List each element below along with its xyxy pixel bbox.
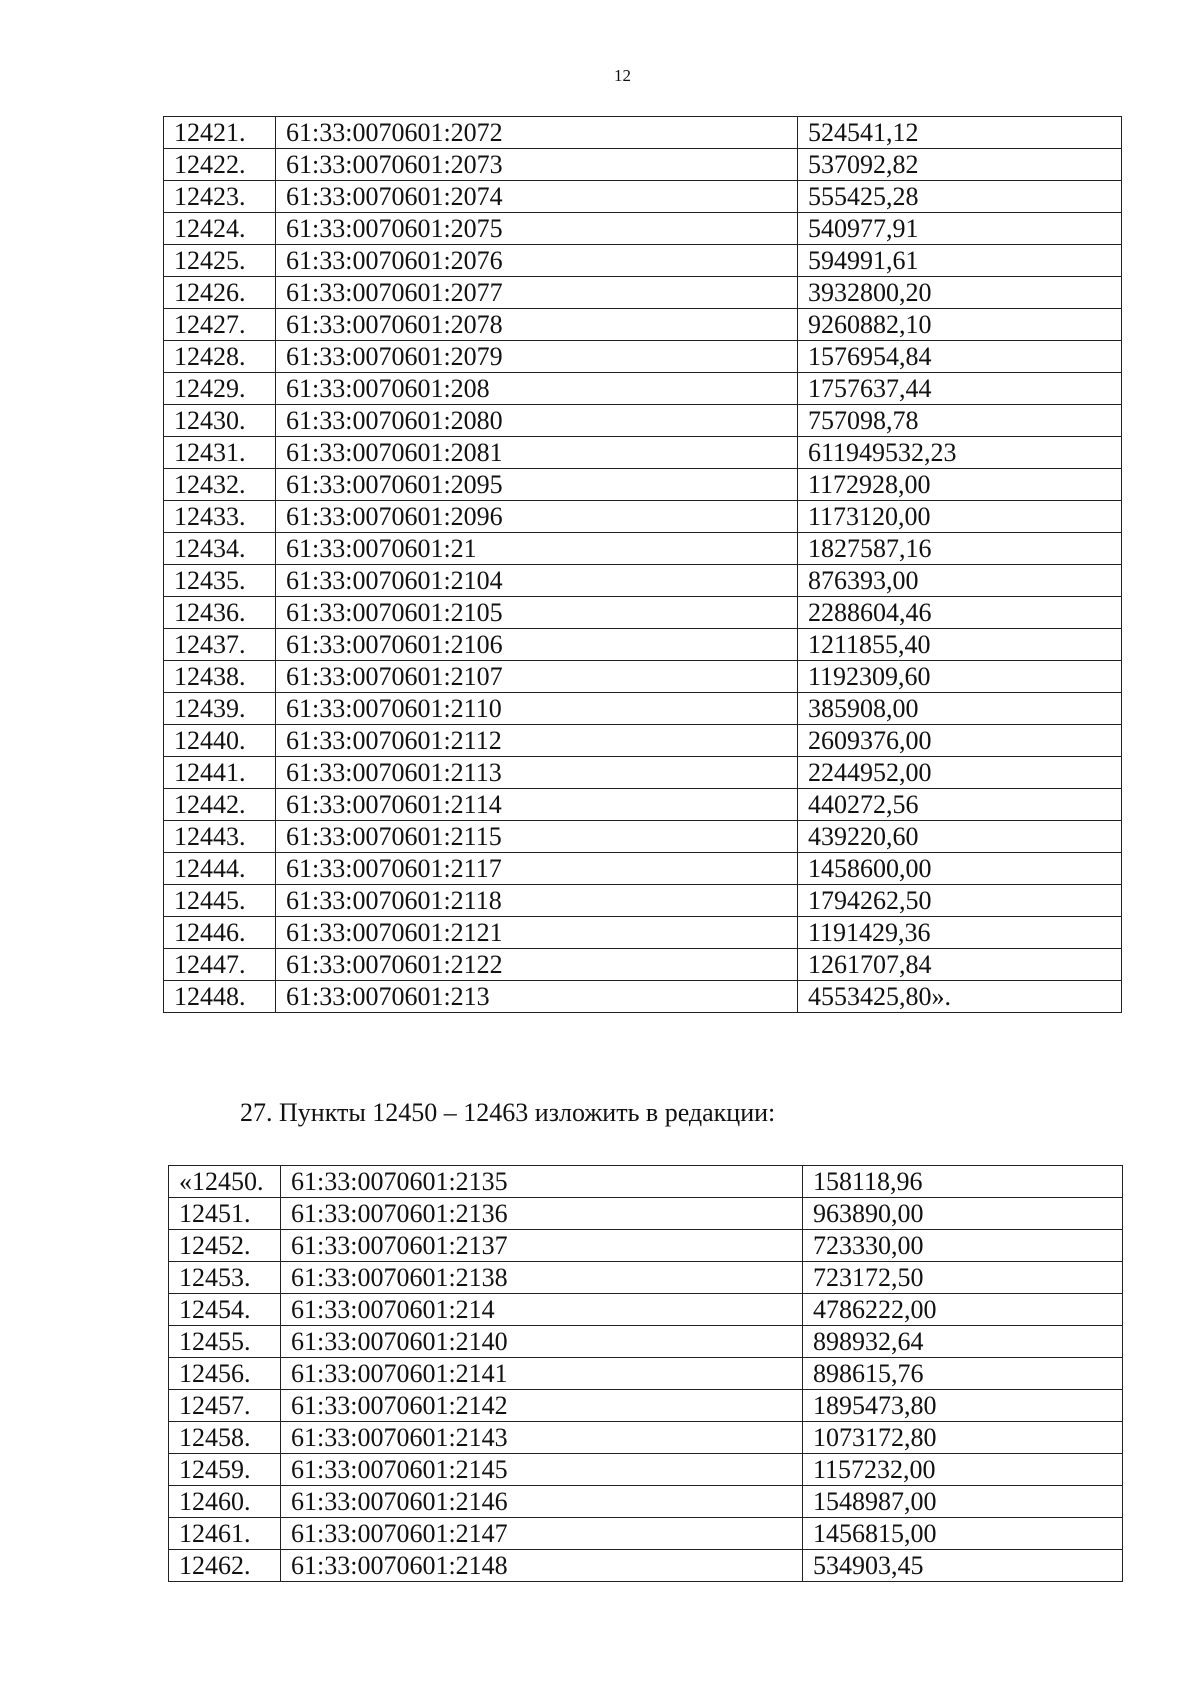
row-number: 12428. [164,341,276,373]
row-number: 12443. [164,821,276,853]
cadastral-number: 61:33:0070601:2148 [281,1550,803,1582]
cadastral-value: 723172,50 [803,1262,1123,1294]
cadastral-number: 61:33:0070601:2080 [276,405,798,437]
cadastral-value: 1191429,36 [798,917,1122,949]
cadastral-value: 963890,00 [803,1198,1123,1230]
row-number: 12454. [169,1294,281,1326]
row-number: 12459. [169,1454,281,1486]
cadastral-number: 61:33:0070601:213 [276,981,798,1013]
cadastral-number: 61:33:0070601:2137 [281,1230,803,1262]
table-row [169,1422,1123,1454]
cadastral-value: 1173120,00 [798,501,1122,533]
cadastral-number: 61:33:0070601:2105 [276,597,798,629]
cadastral-number: 61:33:0070601:2076 [276,245,798,277]
cadastral-value: 898615,76 [803,1358,1123,1390]
cadastral-value: 1458600,00 [798,853,1122,885]
cadastral-number: 61:33:0070601:2073 [276,149,798,181]
row-number: 12461. [169,1518,281,1550]
cadastral-number: 61:33:0070601:2096 [276,501,798,533]
cadastral-number: 61:33:0070601:2140 [281,1326,803,1358]
cadastral-number: 61:33:0070601:2107 [276,661,798,693]
cadastral-value: 2609376,00 [798,725,1122,757]
row-number: 12431. [164,437,276,469]
cadastral-number: 61:33:0070601:2095 [276,469,798,501]
table-row [164,757,1122,789]
row-number: 12462. [169,1550,281,1582]
cadastral-number: 61:33:0070601:2145 [281,1454,803,1486]
table-row [169,1358,1123,1390]
cadastral-value: 1211855,40 [798,629,1122,661]
cadastral-value: 1456815,00 [803,1518,1123,1550]
table-row [164,853,1122,885]
cadastral-value: 1895473,80 [803,1390,1123,1422]
cadastral-value: 898932,64 [803,1326,1123,1358]
cadastral-number: 61:33:0070601:2146 [281,1486,803,1518]
cadastral-number: 61:33:0070601:208 [276,373,798,405]
table-row [164,629,1122,661]
amendment-paragraph: 27. Пункты 12450 – 12463 изложить в редакции: [240,1098,776,1127]
table-row [164,245,1122,277]
table-row [164,181,1122,213]
table-row [164,917,1122,949]
cadastral-number: 61:33:0070601:2136 [281,1198,803,1230]
table-row [169,1230,1123,1262]
row-number: 12432. [164,469,276,501]
cadastral-number: 61:33:0070601:2141 [281,1358,803,1390]
cadastral-number: 61:33:0070601:2104 [276,565,798,597]
table-row [169,1454,1123,1486]
table-row [164,821,1122,853]
row-number: 12430. [164,405,276,437]
row-number: 12448. [164,981,276,1013]
row-number: 12442. [164,789,276,821]
row-number: 12437. [164,629,276,661]
cadastral-value: 440272,56 [798,789,1122,821]
cadastral-number: 61:33:0070601:2122 [276,949,798,981]
cadastral-value: 611949532,23 [798,437,1122,469]
table-row [164,213,1122,245]
table-row [169,1550,1123,1582]
cadastral-value: 2288604,46 [798,597,1122,629]
page-number: 12 [614,66,631,85]
cadastral-value: 1827587,16 [798,533,1122,565]
row-number: 12440. [164,725,276,757]
cadastral-number: 61:33:0070601:2074 [276,181,798,213]
cadastral-number: 61:33:0070601:2118 [276,885,798,917]
row-number: 12455. [169,1326,281,1358]
row-number: 12451. [169,1198,281,1230]
cadastral-number: 61:33:0070601:2112 [276,725,798,757]
cadastral-number: 61:33:0070601:2143 [281,1422,803,1454]
table-row [164,661,1122,693]
cadastral-number: 61:33:0070601:2115 [276,821,798,853]
table-row [164,885,1122,917]
table-row [169,1166,1123,1198]
table-row [169,1326,1123,1358]
row-number: 12438. [164,661,276,693]
cadastral-number: 61:33:0070601:2110 [276,693,798,725]
cadastral-value: 439220,60 [798,821,1122,853]
cadastral-value: 723330,00 [803,1230,1123,1262]
cadastral-value: 555425,28 [798,181,1122,213]
row-number: 12458. [169,1422,281,1454]
cadastral-number: 61:33:0070601:2075 [276,213,798,245]
cadastral-value: 1548987,00 [803,1486,1123,1518]
cadastral-value: 1794262,50 [798,885,1122,917]
cadastral-value: 1157232,00 [803,1454,1123,1486]
row-number: 12427. [164,309,276,341]
cadastral-value: 2244952,00 [798,757,1122,789]
row-number: 12439. [164,693,276,725]
cadastral-value: 757098,78 [798,405,1122,437]
cadastral-number: 61:33:0070601:2106 [276,629,798,661]
cadastral-value: 534903,45 [803,1550,1123,1582]
row-number: 12423. [164,181,276,213]
table-row [164,501,1122,533]
row-number: «12450. [169,1166,281,1198]
row-number: 12441. [164,757,276,789]
row-number: 12429. [164,373,276,405]
row-number: 12444. [164,853,276,885]
table-row [164,341,1122,373]
table-row [169,1518,1123,1550]
row-number: 12425. [164,245,276,277]
cadastral-value: 1261707,84 [798,949,1122,981]
cadastral-value: 385908,00 [798,693,1122,725]
cadastral-value: 1192309,60 [798,661,1122,693]
row-number: 12434. [164,533,276,565]
table-row [164,117,1122,149]
cadastral-number: 61:33:0070601:2117 [276,853,798,885]
row-number: 12456. [169,1358,281,1390]
row-number: 12436. [164,597,276,629]
cadastral-value: 4553425,80». [798,981,1122,1013]
cadastral-number: 61:33:0070601:2142 [281,1390,803,1422]
row-number: 12421. [164,117,276,149]
table-row [164,277,1122,309]
cadastral-value: 9260882,10 [798,309,1122,341]
cadastral-value: 537092,82 [798,149,1122,181]
table-row [164,437,1122,469]
row-number: 12422. [164,149,276,181]
cadastral-number: 61:33:0070601:2135 [281,1166,803,1198]
row-number: 12426. [164,277,276,309]
cadastral-value: 3932800,20 [798,277,1122,309]
cadastral-number: 61:33:0070601:2079 [276,341,798,373]
table-row [164,309,1122,341]
registry-table-1 [163,116,1122,1013]
table-row [169,1262,1123,1294]
cadastral-value: 540977,91 [798,213,1122,245]
cadastral-value: 158118,96 [803,1166,1123,1198]
table-row [164,725,1122,757]
row-number: 12457. [169,1390,281,1422]
table-row [164,693,1122,725]
table-row [164,373,1122,405]
cadastral-value: 1073172,80 [803,1422,1123,1454]
row-number: 12435. [164,565,276,597]
table-row [169,1198,1123,1230]
row-number: 12424. [164,213,276,245]
table-row [164,789,1122,821]
cadastral-number: 61:33:0070601:2113 [276,757,798,789]
table-row [164,149,1122,181]
table-row [164,469,1122,501]
cadastral-value: 594991,61 [798,245,1122,277]
cadastral-value: 524541,12 [798,117,1122,149]
table-row [169,1486,1123,1518]
cadastral-number: 61:33:0070601:2147 [281,1518,803,1550]
table-row [169,1294,1123,1326]
cadastral-number: 61:33:0070601:2078 [276,309,798,341]
table-row [164,405,1122,437]
cadastral-number: 61:33:0070601:2138 [281,1262,803,1294]
row-number: 12460. [169,1486,281,1518]
row-number: 12446. [164,917,276,949]
cadastral-number: 61:33:0070601:214 [281,1294,803,1326]
registry-table-2 [168,1165,1123,1582]
cadastral-value: 4786222,00 [803,1294,1123,1326]
cadastral-number: 61:33:0070601:2077 [276,277,798,309]
cadastral-number: 61:33:0070601:2121 [276,917,798,949]
row-number: 12447. [164,949,276,981]
cadastral-value: 1576954,84 [798,341,1122,373]
row-number: 12452. [169,1230,281,1262]
table-row [164,597,1122,629]
cadastral-value: 1172928,00 [798,469,1122,501]
cadastral-number: 61:33:0070601:2081 [276,437,798,469]
cadastral-value: 876393,00 [798,565,1122,597]
row-number: 12433. [164,501,276,533]
table-row [164,981,1122,1013]
table-row [164,565,1122,597]
table-row [164,533,1122,565]
cadastral-number: 61:33:0070601:2072 [276,117,798,149]
row-number: 12453. [169,1262,281,1294]
table-row [164,949,1122,981]
cadastral-number: 61:33:0070601:21 [276,533,798,565]
cadastral-number: 61:33:0070601:2114 [276,789,798,821]
row-number: 12445. [164,885,276,917]
table-row [169,1390,1123,1422]
cadastral-value: 1757637,44 [798,373,1122,405]
